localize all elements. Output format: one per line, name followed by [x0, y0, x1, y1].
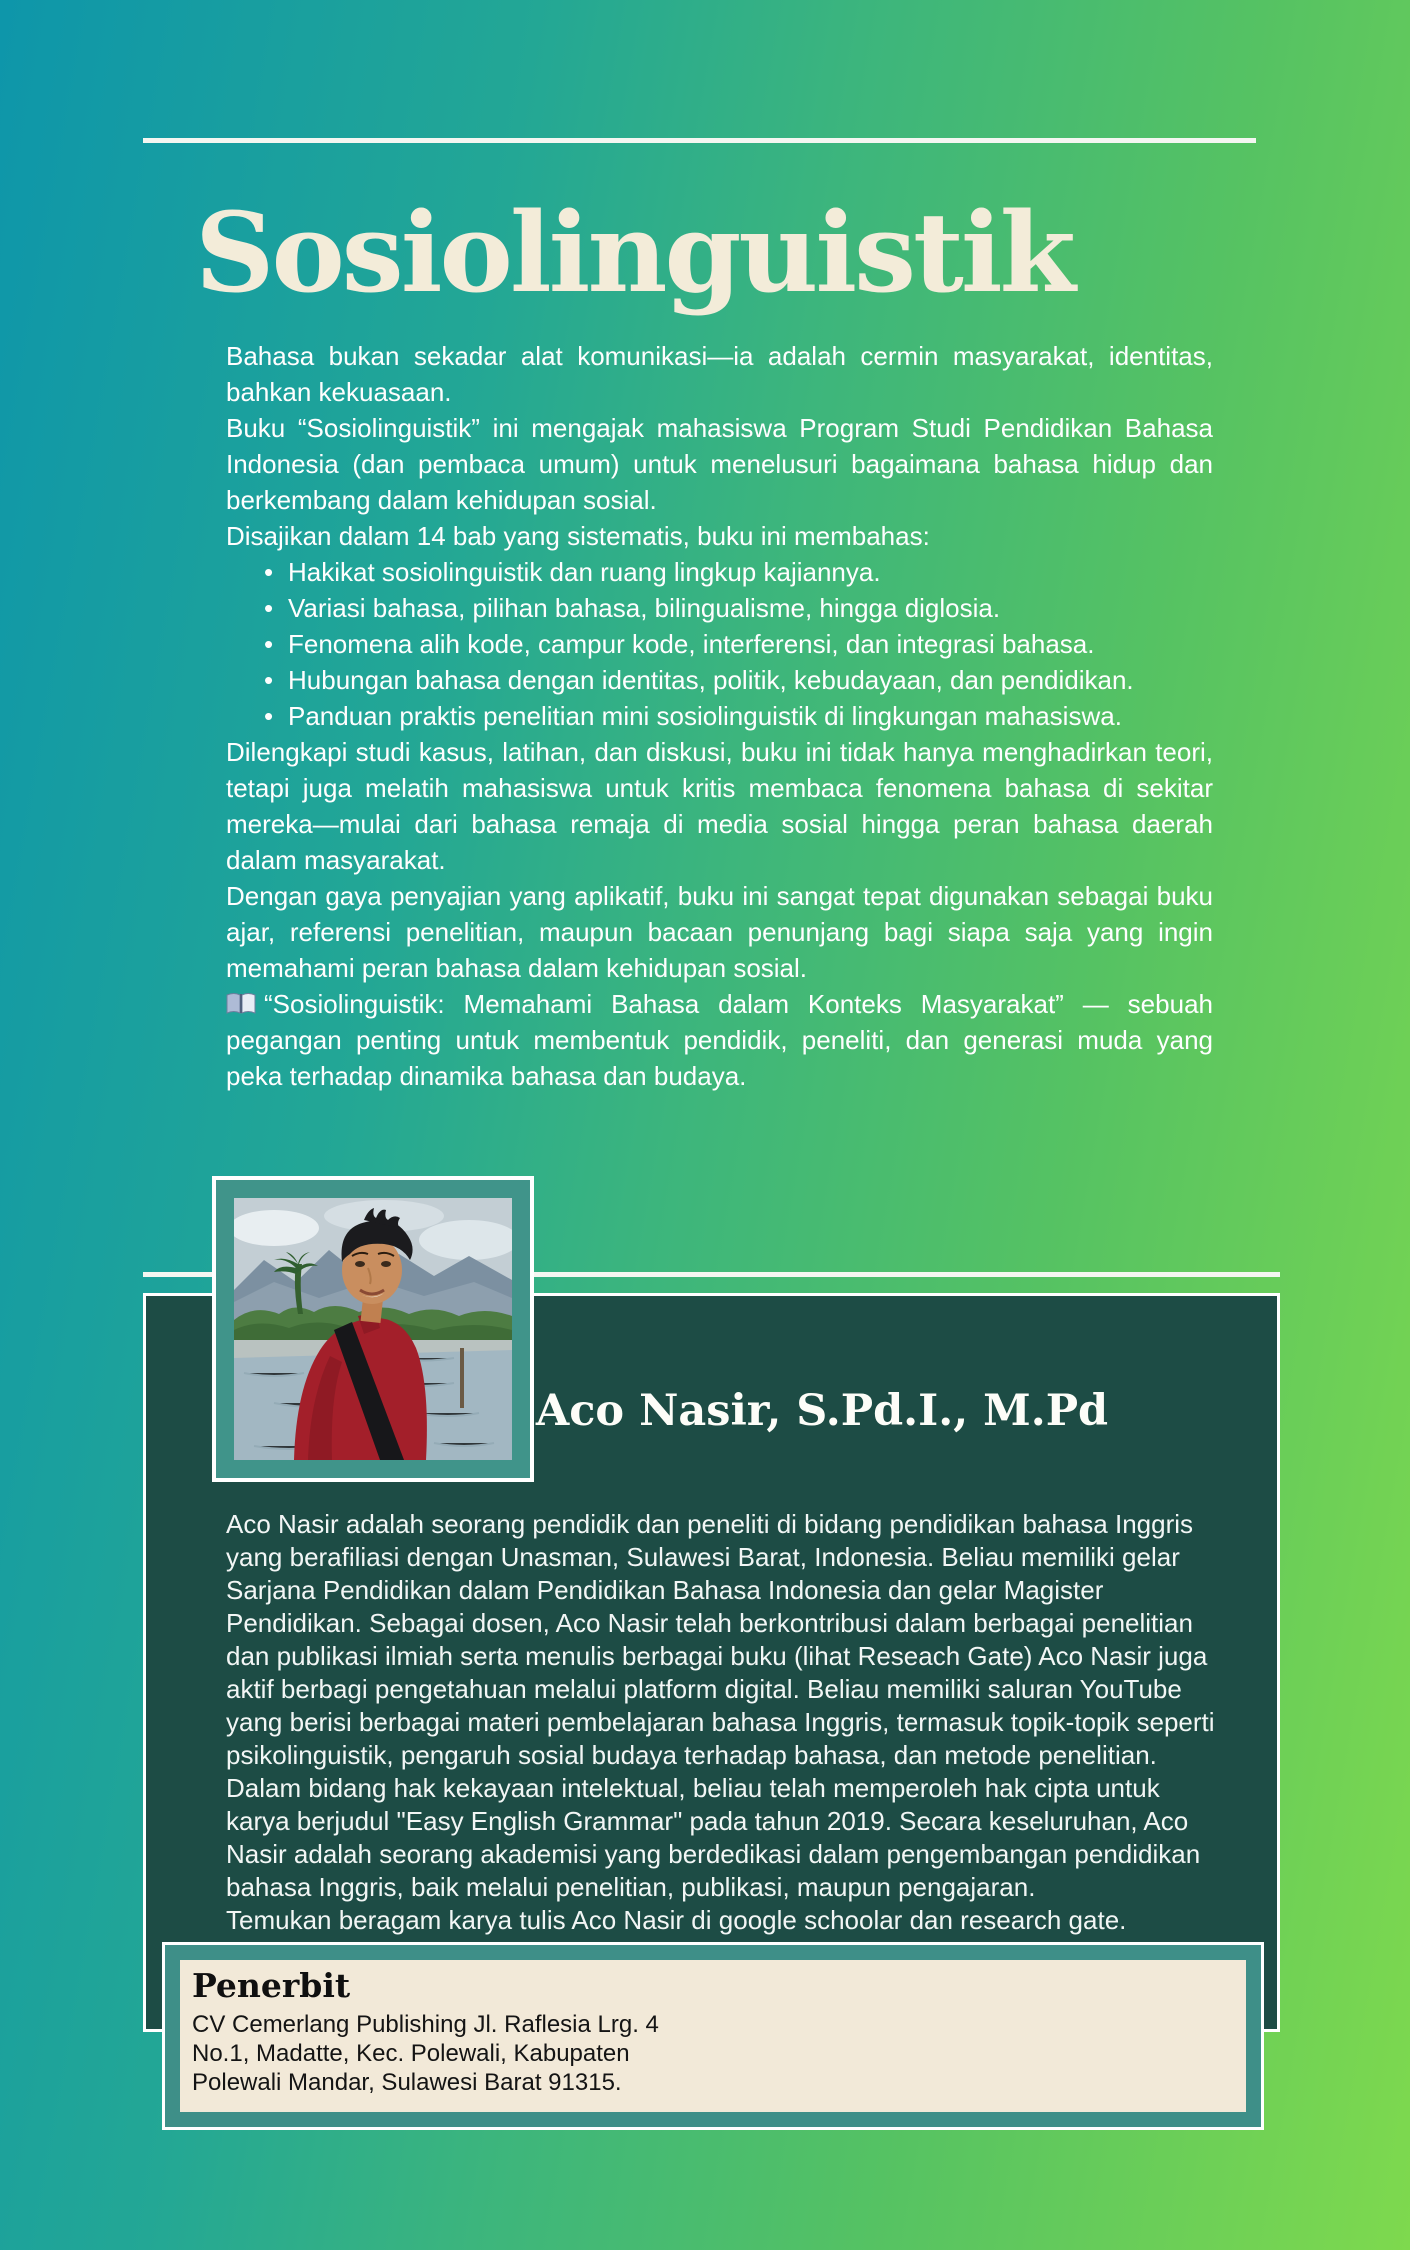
- open-book-icon: [226, 989, 256, 1013]
- publisher-box: [165, 1945, 1261, 2127]
- synopsis-paragraph-6-text: “Sosiolinguistik: Memahami Bahasa dalam Konteks Masyarakat” — sebuah pegangan penting untuk membentuk pendidik, peneliti, dan generasi muda yang peka terhadap dinamika bahasa dan budaya.: [226, 989, 1213, 1091]
- synopsis-paragraph-5: Dengan gaya penyajian yang aplikatif, buku ini sangat tepat digunakan sebagai buku ajar, referensi penelitian, maupun bacaan penunjang bagi siapa saja yang ingin memahami peran bahasa dalam kehidupan sosial.: [226, 881, 1213, 983]
- publisher-address-line: CV Cemerlang Publishing Jl. Raflesia Lrg. 4: [192, 2011, 659, 2038]
- author-bio: Aco Nasir adalah seorang pendidik dan peneliti di bidang pendidikan bahasa Inggris yang berafiliasi dengan Unasman, Sulawesi Barat, Indonesia. Beliau memiliki gelar Sarjana Pendidikan dalam Pendidikan Bahasa Indonesia dan gelar Magister Pendidikan. Sebagai dosen, Aco Nasir telah berkontribusi dalam berbagai penelitian dan publikasi ilmiah serta menulis berbagai buku (lihat Reseach Gate) Aco Nasir juga aktif berbagi pengetahuan melalui platform digital. Beliau memiliki saluran YouTube yang berisi berbagai materi pembelajaran bahasa Inggris, termasuk topik-topik seperti psikolinguistik, pengaruh sosial budaya terhadap bahasa, dan metode penelitian. Dalam bidang hak kekayaan intelektual, beliau telah memperoleh hak cipta untuk karya berjudul "Easy English Grammar" pada tahun 2019. Secara keseluruhan, Aco Nasir adalah seorang akademisi yang berdedikasi dalam pengembangan pendidikan bahasa Inggris, baik melalui penelitian, publikasi, maupun pengajaran.: [226, 1509, 1215, 1902]
- author-photo: [212, 1176, 534, 1482]
- author-bio-footer: Temukan beragam karya tulis Aco Nasir di google schoolar dan research gate.: [226, 1905, 1127, 1935]
- synopsis-paragraph-3-lead: Disajikan dalam 14 bab yang sistematis, buku ini membahas:: [226, 521, 930, 551]
- publisher-address-line: Polewali Mandar, Sulawesi Barat 91315.: [192, 2069, 622, 2096]
- author-photo-image: [234, 1198, 512, 1460]
- synopsis-paragraph-1: Bahasa bukan sekadar alat komunikasi—ia adalah cermin masyarakat, identitas, bahkan kekuasaan.: [226, 341, 1213, 407]
- author-name: Aco Nasir, S.Pd.I., M.Pd: [535, 1386, 1109, 1436]
- list-item: • Variasi bahasa, pilihan bahasa, bilingualisme, hingga diglosia.: [264, 590, 1213, 626]
- list-item: • Hubungan bahasa dengan identitas, politik, kebudayaan, dan pendidikan.: [264, 662, 1213, 698]
- list-item: • Fenomena alih kode, campur kode, interferensi, dan integrasi bahasa.: [264, 626, 1213, 662]
- publisher-heading: Penerbit: [192, 1966, 351, 2005]
- author-bio-block: [226, 1508, 1228, 1937]
- synopsis-paragraph-4: Dilengkapi studi kasus, latihan, dan diskusi, buku ini tidak hanya menghadirkan teori, tetapi juga melatih mahasiswa untuk kritis membaca fenomena bahasa di sekitar mereka—mulai dari bahasa remaja di media sosial hingga peran bahasa daerah dalam masyarakat.: [226, 737, 1213, 875]
- synopsis-paragraph-6: [226, 986, 1213, 1094]
- synopsis-block: [226, 338, 1213, 1094]
- list-item: • Hakikat sosiolinguistik dan ruang lingkup kajiannya.: [264, 554, 1213, 590]
- synopsis-paragraph-2: Buku “Sosiolinguistik” ini mengajak mahasiswa Program Studi Pendidikan Bahasa Indonesia (dan pembaca umum) untuk menelusuri bagaimana bahasa hidup dan berkembang dalam kehidupan sosial.: [226, 413, 1213, 515]
- list-item: • Panduan praktis penelitian mini sosiolinguistik di lingkungan mahasiswa.: [264, 698, 1213, 734]
- synopsis-bullet-list: [226, 554, 1213, 734]
- top-divider-line: [143, 138, 1256, 143]
- book-title: Sosiolinguistik: [195, 188, 1073, 317]
- publisher-address-line: No.1, Madatte, Kec. Polewali, Kabupaten: [192, 2040, 630, 2067]
